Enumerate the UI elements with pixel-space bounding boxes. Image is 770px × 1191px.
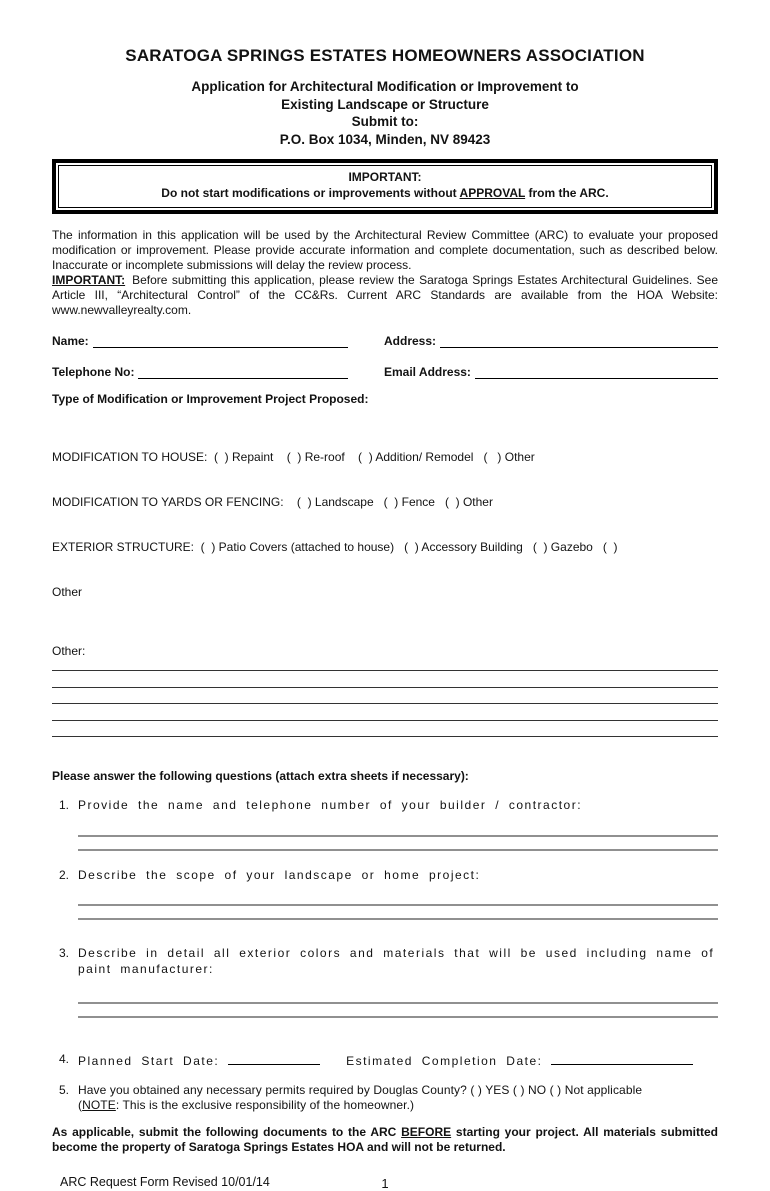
question-4 (52, 1052, 718, 1070)
option-line-modification-yards[interactable]: MODIFICATION TO YARDS OR FENCING: ( ) Landscape ( ) Fence ( ) Other (52, 495, 493, 509)
address-field (384, 333, 718, 348)
question-4-number: 4. (59, 1052, 70, 1066)
closing-text-before-word: BEFORE (401, 1124, 452, 1139)
question-2 (52, 868, 718, 921)
important-notice-inner (58, 165, 712, 208)
answer-line[interactable] (78, 990, 718, 1004)
intro-important-paragraph (52, 273, 718, 318)
question-3-text: Describe in detail all exterior colors and materials that will be used including name of paint manufacturer: (78, 946, 715, 976)
write-line[interactable] (52, 688, 718, 705)
important-text-approval: APPROVAL (459, 185, 526, 200)
questions-heading: Please answer the following questions (attach extra sheets if necessary): (52, 769, 469, 783)
planned-start-date-field[interactable] (228, 1052, 320, 1065)
write-line[interactable] (52, 658, 718, 671)
question-5-note (78, 1098, 718, 1113)
important-text-after: from the ARC. (525, 185, 609, 200)
name-field (52, 333, 348, 348)
email-field (384, 364, 718, 379)
address-field-line[interactable] (440, 333, 718, 348)
important-notice-box (52, 159, 718, 214)
question-5-number: 5. (59, 1082, 70, 1097)
note-prefix: ( (78, 1097, 83, 1112)
question-3-number: 3. (59, 946, 70, 960)
name-label: Name: (52, 334, 89, 348)
telephone-field-line[interactable] (138, 364, 348, 379)
form-page (0, 46, 770, 1191)
page-number: 1 (381, 1175, 389, 1191)
footer-revision-text: ARC Request Form Revised 10/01/14 (60, 1174, 270, 1189)
write-line[interactable] (52, 704, 718, 721)
question-1-number: 1. (59, 798, 70, 812)
telephone-email-row (52, 364, 718, 379)
email-label: Email Address: (384, 365, 471, 379)
closing-text-before: As applicable, submit the following documents to the ARC (52, 1124, 402, 1139)
name-address-row (52, 333, 718, 348)
intro-important-label: IMPORTANT: (52, 273, 126, 287)
answer-line[interactable] (78, 837, 718, 851)
subtitle-line-existing: Existing Landscape or Structure (281, 96, 489, 112)
option-line-exterior-structure[interactable]: EXTERIOR STRUCTURE: ( ) Patio Covers (attached to house) ( ) Accessory Building ( ) Gazebo ( ) (52, 540, 618, 554)
answer-line[interactable] (78, 892, 718, 906)
answer-line[interactable] (78, 1004, 718, 1018)
question-1-text: Provide the name and telephone number of your builder / contractor: (78, 798, 583, 812)
intro-important-text: Before submitting this application, please review the Saratoga Springs Estates Architectural Guidelines. See Article III, “Architectural Control” of the CC&Rs. Current ARC Standards are available from the HOA Website: www.newvalleyrealty.com. (52, 273, 718, 317)
closing-paragraph (52, 1125, 718, 1156)
page-title: SARATOGA SPRINGS ESTATES HOMEOWNERS ASSOCIATION (125, 46, 645, 65)
option-line-exterior-structure-wrap[interactable]: Other (52, 585, 83, 599)
telephone-field (52, 364, 348, 379)
project-type-options (52, 420, 718, 630)
write-line[interactable] (52, 671, 718, 688)
answer-line[interactable] (78, 823, 718, 837)
question-2-text: Describe the scope of your landscape or home project: (78, 867, 481, 882)
note-word: NOTE (82, 1097, 116, 1112)
important-heading: IMPORTANT: (348, 170, 422, 184)
subtitle-line-submit-to: Submit to: (351, 114, 419, 129)
option-line-modification-house[interactable]: MODIFICATION TO HOUSE: ( ) Repaint ( ) Re-roof ( ) Addition/ Remodel ( ) Other (52, 450, 535, 464)
email-field-line[interactable] (475, 364, 718, 379)
planned-start-date-label: Planned Start Date: (78, 1054, 220, 1068)
write-line[interactable] (52, 721, 718, 738)
important-text-line (65, 186, 705, 202)
question-5-text[interactable]: Have you obtained any necessary permits required by Douglas County? ( ) YES ( ) NO ( ) Not applicable (78, 1082, 643, 1097)
estimated-completion-date-label: Estimated Completion Date: (346, 1054, 543, 1068)
page-subtitle (52, 78, 718, 148)
address-label: Address: (384, 334, 437, 348)
subtitle-line-po-box: P.O. Box 1034, Minden, NV 89423 (279, 131, 491, 147)
other-label: Other: (52, 644, 86, 658)
subtitle-line-application: Application for Architectural Modification or Improvement to (191, 79, 579, 94)
question-3 (52, 946, 718, 1018)
name-field-line[interactable] (93, 333, 348, 348)
telephone-label: Telephone No: (52, 365, 135, 379)
project-type-heading: Type of Modification or Improvement Project Proposed: (52, 392, 369, 406)
important-text-before: Do not start modifications or improvements without (161, 185, 460, 200)
closing-text-after: starting your project. All materials submitted become the property of Saratoga Springs Estates HOA and will not be returned. (52, 1124, 718, 1154)
question-1 (52, 798, 718, 851)
other-write-area (52, 658, 718, 737)
answer-line[interactable] (78, 906, 718, 920)
note-suffix: : This is the exclusive responsibility of the homeowner.) (115, 1097, 415, 1112)
question-2-number: 2. (59, 867, 70, 882)
question-5 (52, 1083, 718, 1113)
page-footer (52, 1175, 718, 1189)
intro-paragraph: The information in this application will be used by the Architectural Review Committee (ARC) to evaluate your proposed modification or improvement. Please provide accurate information and complete documentation, such as described below. Inaccurate or incomplete submissions will delay the review process. (52, 228, 718, 272)
estimated-completion-date-field[interactable] (551, 1052, 693, 1065)
question-4-text (78, 1052, 718, 1070)
